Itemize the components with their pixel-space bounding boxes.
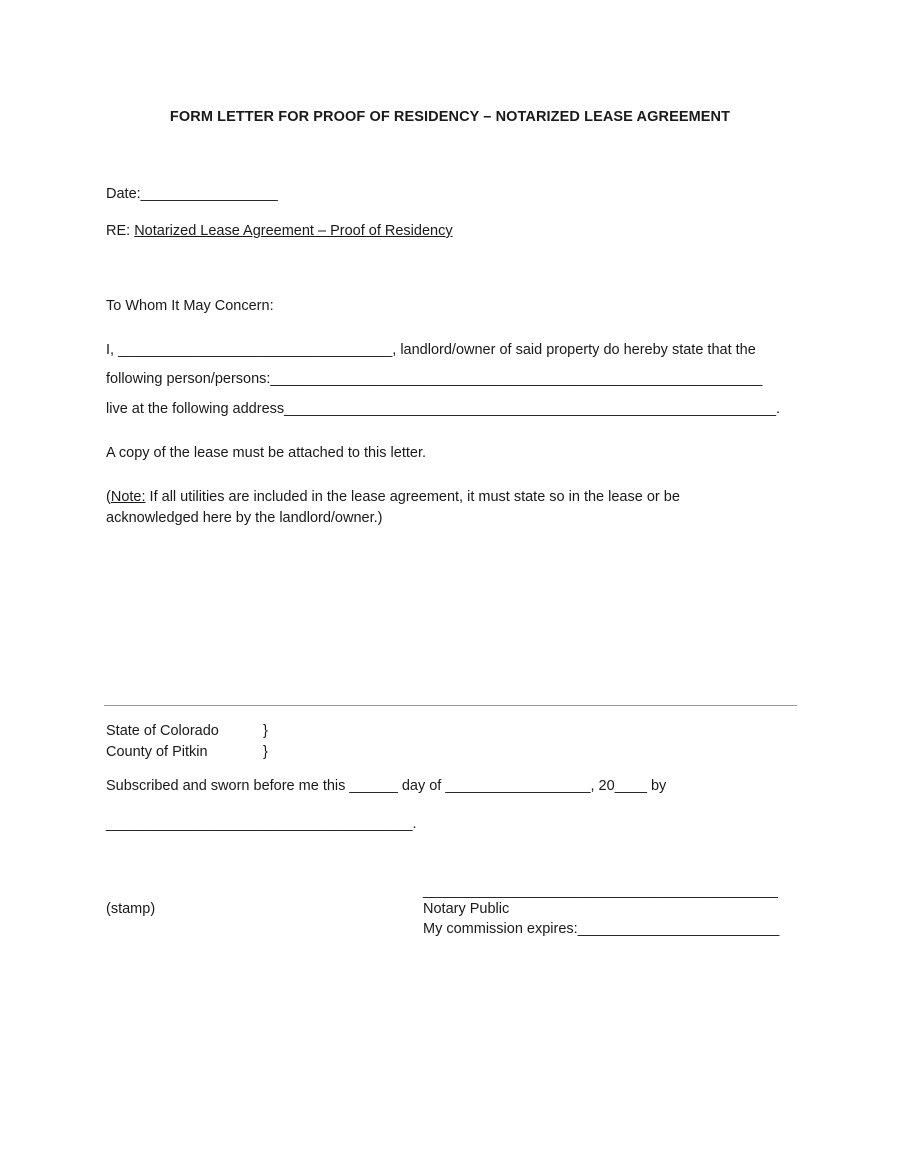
section-divider [104, 705, 797, 706]
sworn-line: Subscribed and sworn before me this ______ day of __________________, 20____ by [106, 778, 667, 794]
copy-note: A copy of the lease must be attached to this letter. [106, 445, 426, 461]
statement-line-2: following person/persons:_____________________________________________________________ [106, 371, 763, 387]
document-title: FORM LETTER FOR PROOF OF RESIDENCY – NOTARIZED LEASE AGREEMENT [169, 109, 731, 125]
date-line: Date:_________________ [106, 186, 278, 202]
venue-county: County of Pitkin [106, 744, 208, 760]
note-label: Note: [110, 489, 146, 505]
notary-commission-line: My commission expires:_________________________ [423, 921, 780, 937]
notary-title: Notary Public [423, 901, 510, 917]
statement-line-1: I, __________________________________, landlord/owner of said property do hereby state that the [106, 342, 756, 358]
venue-state-brace: } [263, 723, 268, 739]
re-subject: Notarized Lease Agreement – Proof of Residency [134, 223, 453, 239]
stamp-label: (stamp) [106, 901, 156, 917]
note-line-1 [106, 488, 680, 506]
re-label: RE: [106, 223, 135, 239]
venue-county-brace: } [263, 744, 268, 760]
note-open-paren: ( [106, 489, 111, 505]
venue-state: State of Colorado [106, 723, 219, 739]
statement-line-3: live at the following address_____________________________________________________________. [106, 401, 781, 417]
note-line-2: acknowledged here by the landlord/owner.) [106, 510, 383, 526]
notary-signature-line: ____________________________________________ [423, 883, 778, 899]
salutation: To Whom It May Concern: [106, 298, 274, 314]
re-line [106, 222, 453, 240]
note-text: If all utilities are included in the lease agreement, it must state so in the lease or be [145, 489, 680, 505]
signer-line: ______________________________________. [106, 816, 417, 832]
